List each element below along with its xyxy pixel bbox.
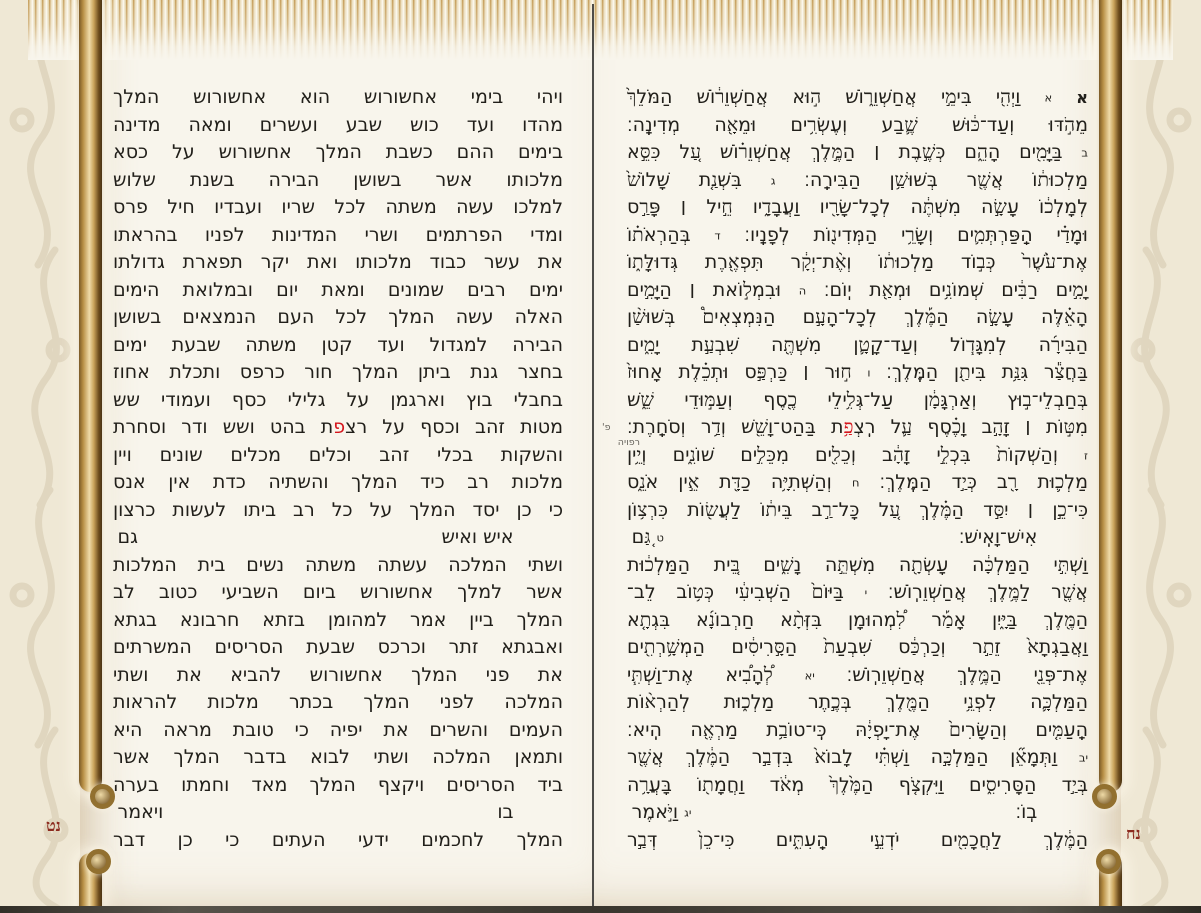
- text-run: וַאֲבַגְתָא֙ זֵתַ֣ר וְכַרְכַּ֔ס שִׁבְעַת֙ הַסָּ֣רִיסִ֔ים הַמְשָׁ֥רְתִ֖ים: [627, 636, 1088, 658]
- text-run: הַמֶּ֔לֶךְ לַחֲכָמִ֖ים יֹדְעֵ֣י הָֽעִתִּ֑ים כִּי־כֵן֙ דְּבַ֣ר: [627, 828, 1088, 851]
- text-run: בחצר גנת ביתן המלך חור כרפס ותכלת אחוז: [113, 361, 563, 383]
- text-run: ת בַּהַט־וָשֵׁ֖שׁ וְדַ֥ר וְסֹחָֽרֶת׃: [627, 416, 844, 438]
- text-run: האלה עשה המלך לכל העם הנמצאים בשושן: [113, 306, 563, 328]
- text-line: [113, 167, 563, 195]
- text-line: [113, 84, 563, 112]
- verse-number: ט: [656, 530, 664, 545]
- rail-curl-icon: [1092, 784, 1117, 809]
- text-line: [113, 222, 563, 250]
- verse-number: ג: [770, 172, 776, 187]
- verse-end-fragment: [441, 524, 513, 552]
- gold-rail-left-upper: [79, 0, 102, 792]
- text-line: [113, 744, 563, 772]
- text-run: מלכותו אשר בשושן הבירה בשנת שלוש: [113, 168, 563, 191]
- text-run: וְהַשְּׁתִיָּ֥ה כַדָּ֖ת אֵ֣ין אֹנֵ֑ס: [627, 471, 852, 493]
- text-line: [113, 332, 563, 360]
- text-run: בִּשְׁנַ֤ת שָׁלוֹשׁ֙: [627, 168, 771, 191]
- text-line: [113, 277, 563, 305]
- text-line: [627, 717, 1088, 745]
- text-run: בְּיַ֣ד הַסָּרִיסִ֑ים וַיִּקְצֹ֤ף הַמֶּ֙לֶךְ֙ מְאֹ֔ד וַחֲמָת֖וֹ בָּעֲרָ֥ה: [627, 773, 1088, 796]
- text-run: ומדי הפרתמים ושרי המדינות לפניו בהראתו: [113, 223, 563, 246]
- text-line: [627, 249, 1088, 277]
- text-line: [627, 359, 1088, 387]
- text-run: את עשר כבוד מלכותו ואת יקר תפארת גדולתו: [113, 251, 563, 273]
- text-run: והשקות בכלי זהב וכלים מכלים שונים ויין: [113, 443, 563, 466]
- text-run: אשר למלך אחשורוש ביום השביעי כטוב לב: [113, 581, 563, 603]
- text-run: בְּחַבְלֵי־ב֣וּץ וְאַרְגָּמָ֔ן עַל־גְּלִ֥ילֵי כֶ֖סֶף וְעַמּ֣וּדֵי שֵׁ֑שׁ: [627, 388, 1088, 411]
- verse-number: א: [1044, 90, 1053, 105]
- text-line: [627, 552, 1088, 580]
- verse-number: ו: [867, 365, 871, 380]
- verse-start-fragment: [118, 524, 138, 552]
- margin-note-letter: פ': [602, 422, 611, 433]
- verse-end-fragment: [497, 799, 513, 827]
- text-line: [627, 194, 1088, 222]
- text-line: [627, 607, 1088, 635]
- text-line: [627, 112, 1088, 140]
- ornament-strip-right: [1121, 0, 1201, 913]
- margin-note-word: רפויה: [617, 437, 640, 448]
- verse-end-fragment: [1016, 799, 1038, 827]
- text-run: הבירה למגדול ועד קטן משתה שבעת ימים: [113, 333, 563, 356]
- verse-start-fragment: [118, 799, 164, 827]
- highlighted-letter: פַ֥: [843, 416, 854, 438]
- text-run: מהדו ועד כוש שבע ועשרים ומאה מדינה: [113, 113, 563, 136]
- text-run: וּבִמְל֣וֹאת ׀ הַיָּמִ֣ים: [627, 278, 799, 301]
- text-line: [627, 442, 1088, 470]
- text-line: [627, 579, 1088, 607]
- text-line: [627, 414, 1088, 442]
- text-run: לְמָלְכ֔וֹ עָשָׂ֣ה מִשְׁתֶּ֔ה לְכָל־שָׂרָ֖יו וַעֲבָדָ֑יו חֵ֣יל ׀ פָּרַ֣ס: [627, 196, 1088, 218]
- binding-gutter-line: [592, 4, 594, 906]
- text-run: בַּיָּמִ֖ים הָהֵ֑ם כְּשֶׁ֣בֶת ׀ הַמֶּ֣לֶךְ אֲחַשְׁוֵר֗וֹשׁ עַ֚ל כִּסֵּ֣א: [627, 141, 1082, 163]
- scrollwork-ornament-icon: [1121, 0, 1201, 913]
- text-run: איש ואיש: [441, 526, 514, 548]
- text-line: [627, 744, 1088, 772]
- text-run: מטות זהב וכסף על רצ: [345, 416, 564, 438]
- highlighted-letter: פ: [333, 416, 346, 438]
- text-line: [627, 689, 1088, 717]
- scrollwork-ornament-icon: [0, 0, 80, 913]
- text-line: [113, 662, 563, 690]
- text-run: לְ֠הָבִ֠יא אֶת־וַשְׁתִּ֧י: [627, 663, 805, 686]
- text-line: [627, 304, 1088, 332]
- text-run: ואבגתא זתר וכרכס שבעת הסריסים המשרתים: [113, 636, 563, 658]
- verse-number: י: [864, 585, 868, 600]
- text-line: [627, 387, 1088, 415]
- text-run: הָֽעַמִּ֤ים וְהַשָּׂרִים֙ אֶת־יָפְיָ֔הּ כִּֽי־טוֹבַ֥ת מַרְאֶ֖ה הִֽיא׃: [627, 718, 1088, 741]
- text-run: יָמִ֣ים רַבִּ֔ים שְׁמוֹנִ֥ים וּמְאַ֖ת יֽוֹם׃: [806, 278, 1088, 301]
- text-run: הַמַּלְכָּ֛ה לִפְנֵ֥י הַמֶּ֖לֶךְ בְּכֶ֣תֶר מַלְכ֑וּת לְהַרְא֨וֹת: [627, 691, 1088, 713]
- text-run: מַלְכ֛וּת רָ֖ב כְּיַ֣ד הַמֶּֽלֶךְ׃: [859, 471, 1088, 493]
- table-edge-shadow: [0, 906, 1201, 913]
- text-run: גם: [117, 526, 138, 548]
- text-line: [627, 84, 1088, 112]
- text-line: [113, 414, 563, 442]
- text-run: הַבִּירָ֜ה לְמִגָּד֧וֹל וְעַד־קָטָ֛ן מִשְׁתֶּ֖ה שִׁבְעַ֣ת יָמִ֑ים: [627, 333, 1088, 356]
- text-line: [113, 469, 563, 497]
- text-line: [627, 332, 1088, 360]
- text-line: [113, 552, 563, 580]
- right-page-text-column: [627, 84, 1088, 854]
- text-run: בְּהַרְאֹת֗וֹ: [627, 223, 715, 246]
- verse-number: ב: [1081, 145, 1088, 160]
- text-run: מֵהֹ֣דּוּ וְעַד־כּ֔וּשׁ שֶׁ֛בַע וְעֶשְׂרִ֥ים וּמֵאָ֖ה מְדִינָֽה׃: [627, 113, 1088, 136]
- text-run: הַמֶּ֖לֶךְ בַּיָּ֑יִן אָמַ֡ר לִ֠מְהוּמָן בִּזְּתָ֨א חַרְבוֹנָ֜א בִּגְתָ֤א: [627, 608, 1088, 631]
- text-run: המלך לחכמים ידעי העתים כי כן דבר: [113, 828, 563, 851]
- text-line: [113, 442, 563, 470]
- folio-number-right: נח: [1126, 824, 1141, 843]
- text-run: המלכה לפני המלך בכתר מלכות להראות: [113, 691, 563, 713]
- chapter-number: א: [1076, 88, 1088, 107]
- text-line: [113, 607, 563, 635]
- text-line: [113, 139, 563, 167]
- text-run: כי כן יסד המלך על כל רב ביתו לעשות כרצון: [113, 498, 563, 521]
- text-line: [627, 772, 1088, 800]
- text-run: ביד הסריסים ויקצף המלך מאד וחמתו בערה: [113, 773, 563, 796]
- text-line: [113, 304, 563, 332]
- verse-number: יג: [684, 805, 692, 820]
- text-line: [627, 222, 1088, 250]
- text-run: ח֣וּר ׀ כַּרְפַּ֣ס וּתְכֵ֗לֶת אָחוּז֙: [627, 361, 868, 383]
- verse-end-fragment: [959, 524, 1037, 552]
- masorah-margin-note: [596, 420, 640, 450]
- text-run: וַיֹּ֣אמֶר: [631, 801, 685, 823]
- text-run: וַיְהִ֖י בִּימֵ֣י אֲחַשְׁוֵר֑וֹשׁ ה֣וּא אֲחַשְׁוֵר֔וֹשׁ הַמֹּלֵךְ֙: [627, 86, 1045, 108]
- text-run: ותמאן המלכה ושתי לבוא בדבר המלך אשר: [113, 746, 563, 768]
- gold-rail-right-upper: [1099, 0, 1122, 792]
- verse-number: יא: [804, 667, 815, 682]
- folio-number-left: נט: [46, 816, 61, 835]
- text-run: גַּ֚ם: [631, 526, 657, 548]
- text-line: [113, 112, 563, 140]
- text-line: [113, 194, 563, 222]
- verse-number: ד: [714, 227, 721, 242]
- text-run: המלך ביין אמר למהומן בזתא חרבונא בגתא: [113, 608, 563, 631]
- text-line: [113, 497, 563, 525]
- text-run: [1052, 86, 1076, 108]
- verse-number: יב: [1078, 750, 1088, 765]
- text-run: וַתְּמָאֵ֞ן הַמַּלְכָּ֣ה וַשְׁתִּ֗י לָבוֹא֙ בִּדְבַ֣ר הַמֶּ֔לֶךְ אֲשֶׁ֖ר: [627, 746, 1079, 768]
- text-run: בו: [497, 801, 514, 823]
- text-run: בַּיּוֹם֙ הַשְּׁבִיעִ֔י כְּט֥וֹב לֵב־: [627, 581, 865, 603]
- text-line: [113, 249, 563, 277]
- text-run: למלכו עשה משתה לכל שריו ועבדיו חיל פרס: [113, 196, 563, 218]
- text-line-parashah-break: [627, 799, 1088, 827]
- text-run: בחבלי בוץ וארגמן על גלילי כסף ועמודי שש: [113, 388, 563, 411]
- ornament-strip-left: [0, 0, 80, 913]
- text-line: [627, 139, 1088, 167]
- text-run: בַּחֲצַ֕ר גִּנַּ֥ת בִּיתַ֖ן הַמֶּֽלֶךְ׃: [870, 361, 1089, 383]
- text-line-parashah-break: [627, 524, 1088, 552]
- text-line: [627, 497, 1088, 525]
- left-page-text-column: [113, 84, 563, 854]
- text-run: וַשְׁתִּ֣י הַמַּלְכָּ֔ה עָשְׂתָ֖ה מִשְׁתֵּ֣ה נָשִׁ֑ים בֵּ֚ית הַמַּלְכ֔וּת: [627, 553, 1088, 576]
- text-run: ושתי המלכה עשתה משתה נשים בית המלכות: [113, 553, 563, 576]
- text-run: אֶת־פְּנֵ֖י הַמֶּ֥לֶךְ אֲחַשְׁוֵרֽוֹשׁ׃: [814, 663, 1088, 686]
- text-run: ויאמר: [117, 801, 164, 823]
- verse-start-fragment: [632, 799, 692, 827]
- text-line: [113, 579, 563, 607]
- text-line: [113, 827, 563, 855]
- text-run: כִּי־כֵ֣ן ׀ יִסַּ֣ד הַמֶּ֗לֶךְ עַ֚ל כָּל־רַ֣ב בֵּית֔וֹ לַעֲשׂ֖וֹת כִּרְצ֥וֹן: [627, 498, 1088, 521]
- text-line: [627, 662, 1088, 690]
- text-line: [113, 772, 563, 800]
- text-run: מלכות רב כיד המלך והשתיה כדת אין אנס: [113, 471, 563, 493]
- text-run: ויהי בימי אחשורוש הוא אחשורוש המלך: [113, 86, 563, 108]
- text-run: וְהַשְׁקוֹת֙ בִּכְלֵ֣י זָהָ֔ב וְכֵלִ֖ים מִכֵּלִ֣ים שׁוֹנִ֑ים וְיֵ֥ין: [627, 443, 1085, 466]
- text-line: [113, 359, 563, 387]
- text-run: מַלְכוּת֔וֹ אֲשֶׁ֖ר בְּשׁוּשַׁ֥ן הַבִּירָֽה׃: [775, 168, 1088, 191]
- rail-curl-icon: [86, 849, 111, 874]
- page-edges-band: [28, 0, 1173, 60]
- text-run: וּמָדַ֗י הַֽפַּרְתְּמִ֛ים וְשָׂרֵ֥י הַמְּדִינ֖וֹת לְפָנָֽיו׃: [720, 223, 1088, 246]
- text-line: [113, 689, 563, 717]
- text-run: הָאֵ֗לֶּה עָשָׂ֣ה הַמֶּ֡לֶךְ לְכָל־הָעָ֣ם הַנִּמְצְאִים֩ בְּשׁוּשַׁ֨ן: [627, 306, 1088, 328]
- text-line: [113, 717, 563, 745]
- text-run: את פני המלך אחשורוש להביא את ושתי: [113, 663, 563, 686]
- text-run: אֲשֶׁ֖ר לַמֶּ֥לֶךְ אֲחַשְׁוֵרֽוֹשׁ׃: [867, 581, 1089, 603]
- rail-curl-icon: [1096, 849, 1121, 874]
- verse-number: ה: [798, 282, 807, 297]
- verse-number: ח: [851, 475, 860, 490]
- text-line-parashah-break: [113, 524, 563, 552]
- text-run: ימים רבים שמונים ומאת יום ובמלואת הימים: [113, 278, 563, 301]
- text-run: בימים ההם כשבת המלך אחשורוש על כסא: [113, 141, 563, 163]
- text-line: [627, 827, 1088, 855]
- text-line: [113, 634, 563, 662]
- text-run: אֶת־עֹ֙שֶׁר֙ כְּב֣וֹד מַלְכוּת֔וֹ וְאֶ֨ת־יְקָ֔ר תִּפְאֶ֖רֶת גְּדוּלָּת֑וֹ: [627, 251, 1088, 273]
- rail-curl-icon: [90, 784, 115, 809]
- text-run: ת בהט ושש ודר וסחרת: [113, 416, 334, 438]
- text-line: [627, 277, 1088, 305]
- text-line: [627, 634, 1088, 662]
- verse-start-fragment: [632, 524, 664, 552]
- verse-number: ז: [1084, 447, 1088, 462]
- text-run: בֽוֹ׃: [1015, 801, 1038, 823]
- text-run: העמים והשרים את יפיה כי טובת מראה היא: [113, 718, 563, 741]
- text-line: [627, 469, 1088, 497]
- text-run: מִטּ֣וֹת ׀ זָהָ֣ב וָכֶ֗סֶף עַ֛ל רִֽצְ: [853, 416, 1088, 438]
- text-line: [627, 167, 1088, 195]
- text-run: אִישׁ־וָאִֽישׁ׃: [958, 526, 1038, 548]
- text-line: [113, 387, 563, 415]
- text-line-parashah-break: [113, 799, 563, 827]
